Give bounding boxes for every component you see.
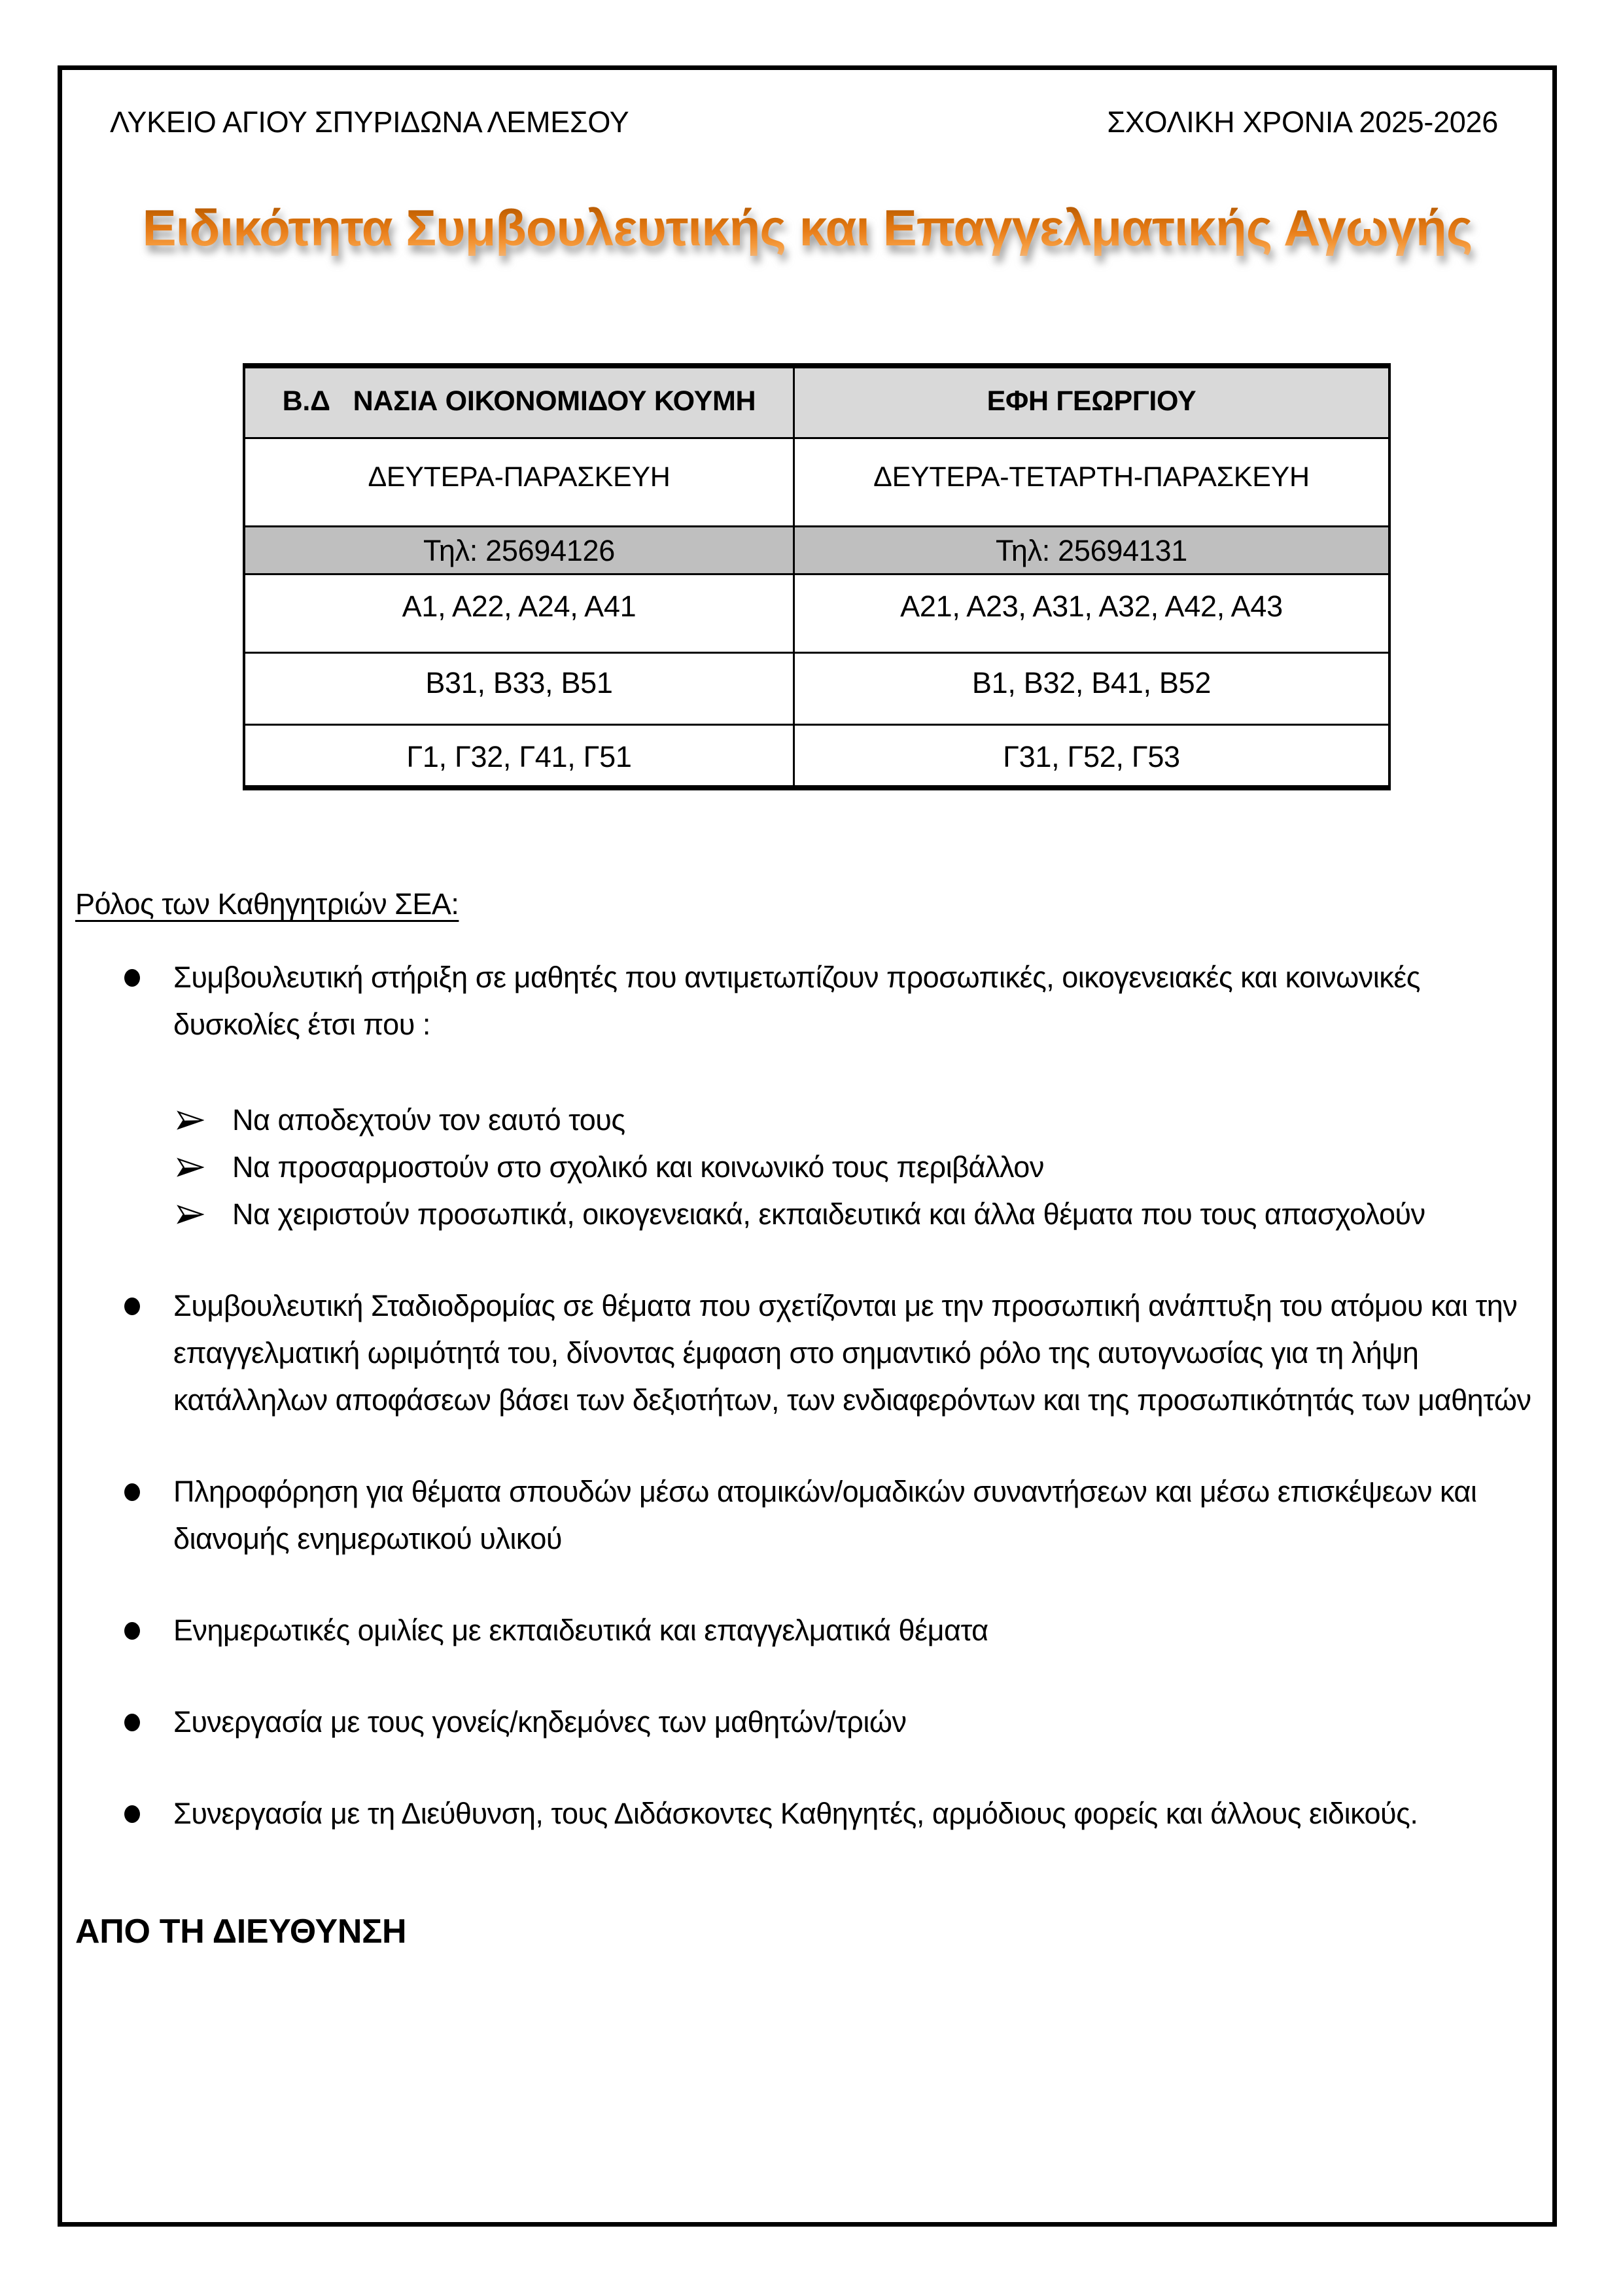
page-title: Ειδικότητα Συμβουλευτικής και Επαγγελματικής Αγωγής <box>62 198 1552 258</box>
counselor-1-days: ΔΕΥΤΕΡΑ-ΠΑΡΑΣΚΕΥΗ <box>244 438 794 526</box>
sub-bullet-text: Να αποδεχτούν τον εαυτό τους <box>232 1103 625 1137</box>
bullet-dot-icon <box>124 1805 140 1823</box>
counselor-1-sections-b: Β31, Β33, Β51 <box>244 652 794 724</box>
bullet-dot-icon <box>124 969 140 987</box>
bullet-dot-icon <box>124 1714 140 1731</box>
table-row-names <box>244 366 1389 438</box>
bullet-item <box>124 1699 1534 1746</box>
bullet-item <box>124 1607 1534 1654</box>
school-year: ΣΧΟΛΙΚΗ ΧΡΟΝΙΑ 2025-2026 <box>1107 105 1498 139</box>
counselor-1-phone: Τηλ: 25694126 <box>244 526 794 574</box>
signature-line: ΑΠΟ ΤΗ ΔΙΕΥΘΥΝΣΗ <box>75 1913 407 1951</box>
sub-bullet-text: Να προσαρμοστούν στο σχολικό και κοινωνικό τους περιβάλλον <box>232 1150 1044 1184</box>
bullet-dot-icon <box>124 1483 140 1501</box>
bullet-text: Συμβουλευτική Σταδιοδρομίας σε θέματα που σχετίζονται με την προσωπική ανάπτυξη του ατόμου και την επαγγελματική ωριμότητά του, δίνοντας έμφαση στο σημαντικό ρόλο της αυτογνωσίας για τη λήψη κατάλληλων αποφάσεων βάσει των δεξιοτήτων, των ενδιαφερόντων και της προσωπικότητάς των μαθητών <box>173 1289 1531 1417</box>
counselor-2-name: ΕΦΗ ΓΕΩΡΓΙΟΥ <box>794 366 1389 438</box>
table-row-sections-c <box>244 724 1389 788</box>
sub-bullet-item <box>177 1097 1534 1144</box>
sub-bullet-item <box>177 1191 1534 1238</box>
counselor-2-sections-b: Β1, Β32, Β41, Β52 <box>794 652 1389 724</box>
counselor-2-phone: Τηλ: 25694131 <box>794 526 1389 574</box>
bullet-dot-icon <box>124 1298 140 1315</box>
section-heading: Ρόλος των Καθηγητριών ΣΕΑ: <box>75 887 459 921</box>
counselor-1-sections-c: Γ1, Γ32, Γ41, Γ51 <box>244 724 794 788</box>
counselor-2-sections-a: Α21, Α23, Α31, Α32, Α42, Α43 <box>794 574 1389 652</box>
table-row-sections-a <box>244 574 1389 652</box>
bullet-dot-icon <box>124 1622 140 1640</box>
sub-bullet-text: Να χειριστούν προσωπικά, οικογενειακά, εκπαιδευτικά και άλλα θέματα που τους απασχολούν <box>232 1197 1425 1231</box>
bullet-item <box>124 1468 1534 1563</box>
arrowhead-right-icon <box>177 1097 232 1131</box>
bullet-item <box>124 954 1534 1238</box>
counselors-table <box>243 363 1391 790</box>
sub-bullet-item <box>177 1144 1534 1191</box>
sub-bullet-list <box>177 1097 1534 1238</box>
bullet-text: Συνεργασία με τη Διεύθυνση, τους Διδάσκοντες Καθηγητές, αρμόδιους φορείς και άλλους ειδικούς. <box>173 1797 1418 1830</box>
school-name: ΛΥΚΕΙΟ ΑΓΙΟΥ ΣΠΥΡΙΔΩΝΑ ΛΕΜΕΣΟΥ <box>110 105 629 139</box>
arrowhead-right-icon <box>177 1144 232 1178</box>
bullet-text: Συμβουλευτική στήριξη σε μαθητές που αντιμετωπίζουν προσωπικές, οικογενειακές και κοινωνικές δυσκολίες έτσι που : <box>173 961 1420 1041</box>
counselor-1-name: Β.Δ ΝΑΣΙΑ ΟΙΚΟΝΟΜΙΔΟΥ ΚΟΥΜΗ <box>244 366 794 438</box>
table-row-sections-b <box>244 652 1389 724</box>
table-row-days <box>244 438 1389 526</box>
bullet-item <box>124 1790 1534 1837</box>
header-row <box>110 104 1498 141</box>
roles-section <box>62 881 1552 1955</box>
counselor-2-sections-c: Γ31, Γ52, Γ53 <box>794 724 1389 788</box>
counselor-1-sections-a: Α1, Α22, Α24, Α41 <box>244 574 794 652</box>
bullet-text: Συνεργασία με τους γονείς/κηδεμόνες των μαθητών/τριών <box>173 1705 907 1739</box>
counselor-2-days: ΔΕΥΤΕΡΑ-ΤΕΤΑΡΤΗ-ΠΑΡΑΣΚΕΥΗ <box>794 438 1389 526</box>
bullet-text: Πληροφόρηση για θέματα σπουδών μέσω ατομικών/ομαδικών συναντήσεων και μέσω επισκέψεων και διανομής ενημερωτικού υλικού <box>173 1475 1477 1555</box>
arrowhead-right-icon <box>177 1191 232 1226</box>
table-row-phones <box>244 526 1389 574</box>
bullet-item <box>124 1282 1534 1424</box>
page-border-frame <box>58 65 1557 2227</box>
bullet-text: Ενημερωτικές ομιλίες με εκπαιδευτικά και επαγγελματικά θέματα <box>173 1614 988 1647</box>
